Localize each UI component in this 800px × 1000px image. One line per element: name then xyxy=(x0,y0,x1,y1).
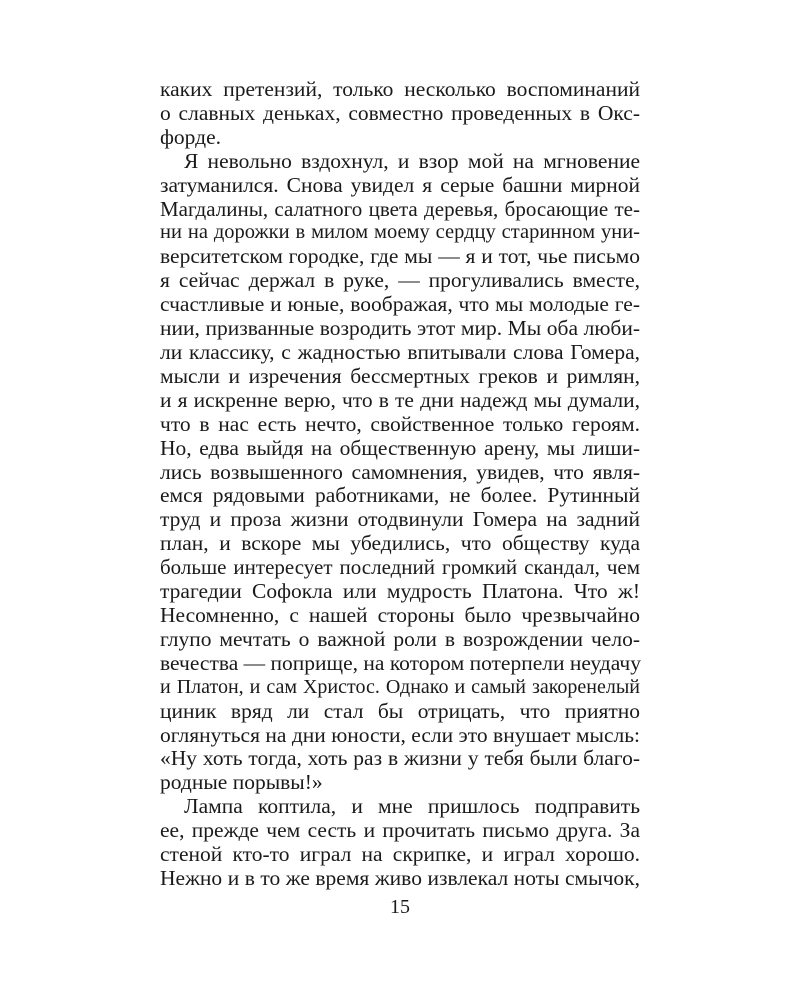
text-line: циник вряд ли стал бы отрицать, что приятно xyxy=(160,698,640,723)
text-line: лись возвышенного самомнения, увидев, что явля- xyxy=(160,459,640,484)
text-line: Несомненно, с нашей стороны было чрезвычайно xyxy=(160,603,640,627)
text-line: ни на дорожки в милом моему сердцу старинном уни- xyxy=(160,221,640,244)
text-line: труд и проза жизни отодвинули Гомера на задний xyxy=(160,507,640,532)
text-line: Магдалины, салатного цвета деревья, бросающие те- xyxy=(160,196,640,221)
text-line: глупо мечтать о важной роли в возрождении чело- xyxy=(160,626,640,651)
text-line: «Ну хоть тогда, хоть раз в жизни у тебя были благо- xyxy=(160,746,640,771)
text-line: Нежно и в то же время живо извлекал ноты смычок, xyxy=(160,866,640,890)
text-line: счастливые и юные, воображая, что мы молодые ге- xyxy=(160,292,640,317)
text-line: ли классику, с жадностью впитывали слова Гомера, xyxy=(160,340,640,364)
text-line: трагедии Софокла или мудрость Платона. Что ж! xyxy=(160,579,640,604)
text-line: форде. xyxy=(160,124,222,149)
text-line: нии, призванные возродить этот мир. Мы оба люби- xyxy=(160,316,640,341)
text-line: стеной кто-то играл на скрипке, и играл хорошо. xyxy=(160,842,640,867)
page-number: 15 xyxy=(390,896,410,918)
text-line: о славных деньках, совместно проведенных в Окс- xyxy=(160,100,640,125)
text-line: каких претензий, только несколько воспоминаний xyxy=(160,77,640,101)
text-line: и Платон, и сам Христос. Однако и самый закоренелый xyxy=(160,675,640,698)
text-line: вечества — поприще, на котором потерпели неудачу xyxy=(160,650,641,675)
text-line: затуманился. Снова увидел я серые башни мирной xyxy=(160,172,640,197)
text-line: ее, прежде чем сесть и прочитать письмо друга. За xyxy=(160,818,640,843)
text-line: емся рядовыми работниками, не более. Рутинный xyxy=(160,483,640,508)
text-line: мысли и изречения бессмертных греков и римлян, xyxy=(160,363,640,388)
text-line: я сейчас держал в руке, — прогуливались вместе, xyxy=(160,268,640,293)
text-line: верситетском городке, где мы — я и тот, чье письмо xyxy=(160,244,640,269)
text-line: родные порывы!» xyxy=(160,770,323,795)
text-line: что в нас есть нечто, свойственное только героям. xyxy=(160,411,640,436)
text-line: и я искренне верю, что в те дни надежд мы думали, xyxy=(160,387,640,412)
text-line: план, и вскоре мы убедились, что обществу куда xyxy=(160,531,640,556)
text-line: Я невольно вздохнул, и взор мой на мгновение xyxy=(184,148,640,173)
text-line: Но, едва выйдя на общественную арену, мы лиши- xyxy=(160,435,640,460)
text-line: Лампа коптила, и мне пришлось подправить xyxy=(184,794,640,819)
text-line: больше интересует последний громкий скандал, чем xyxy=(160,555,640,580)
text-line: оглянуться на дни юности, если это внушает мысль: xyxy=(160,722,640,747)
